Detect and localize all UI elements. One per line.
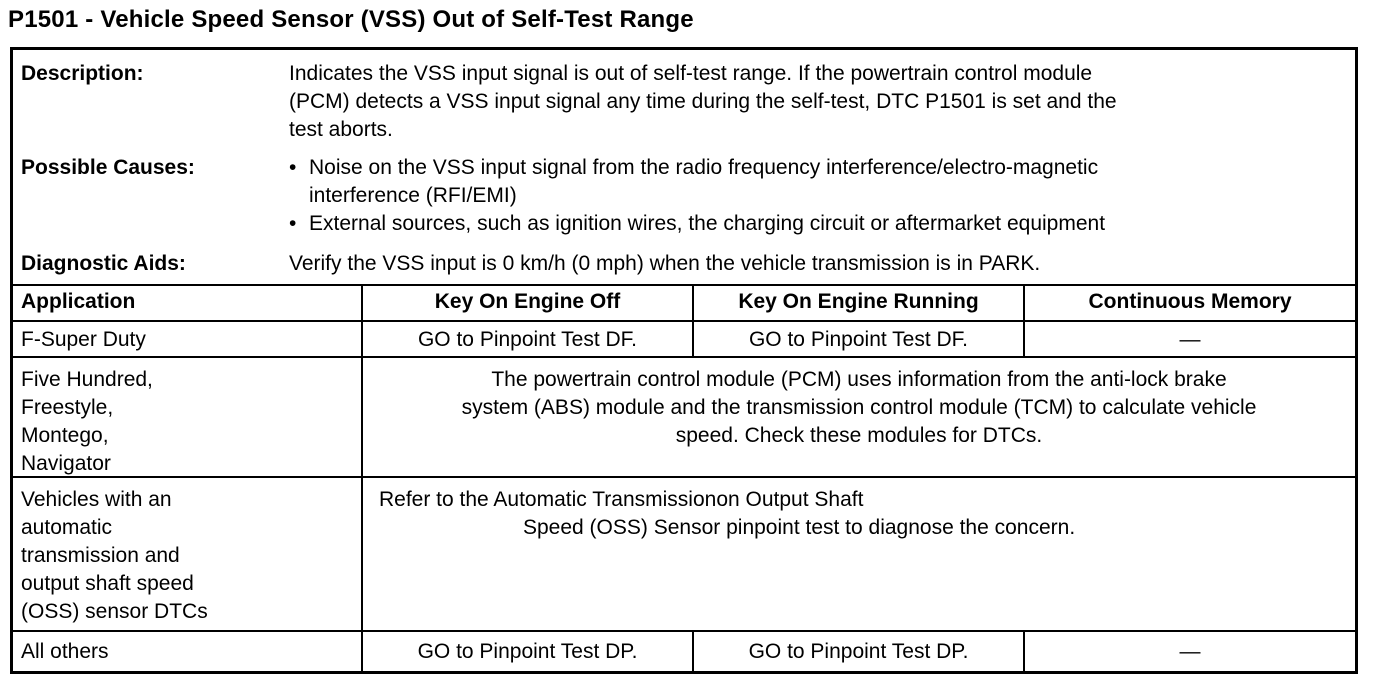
application-cell: Five Hundred,: [21, 368, 153, 391]
application-cell: All others: [21, 640, 109, 663]
application-cell: Vehicles with an: [21, 488, 172, 511]
possible-causes-label: Possible Causes:: [21, 156, 195, 179]
application-cell: automatic: [21, 516, 113, 539]
cause-line: interference (RFI/EMI): [309, 184, 517, 207]
page-title: P1501 - Vehicle Speed Sensor (VSS) Out of Self-Test Range: [8, 6, 694, 33]
header-koeo: Key On Engine Off: [434, 290, 621, 313]
application-cell: Navigator: [21, 452, 111, 475]
divider: [13, 476, 1355, 478]
description-line: Indicates the VSS input signal is out of self-test range. If the powertrain control module: [289, 62, 1093, 85]
divider: [13, 284, 1355, 286]
merged-cell-line: Speed (OSS) Sensor pinpoint test to diagnose the concern.: [523, 516, 1076, 539]
merged-cell-line: speed. Check these modules for DTCs.: [675, 424, 1043, 447]
description-line: (PCM) detects a VSS input signal any time during the self-test, DTC P1501 is set and the: [289, 90, 1117, 113]
cause-line: Noise on the VSS input signal from the radio frequency interference/electro-magnetic: [309, 156, 1099, 179]
application-cell: transmission and: [21, 544, 180, 567]
header-continuous-memory: Continuous Memory: [1088, 290, 1292, 313]
header-application: Application: [21, 290, 136, 313]
merged-cell-line: system (ABS) module and the transmission control module (TCM) to calculate vehicle: [461, 396, 1257, 419]
description-line: test aborts.: [289, 118, 393, 141]
dtc-table: [10, 47, 1358, 674]
header-koer: Key On Engine Running: [738, 290, 979, 313]
diagnostic-aids-label: Diagnostic Aids:: [21, 252, 186, 275]
koer-cell: GO to Pinpoint Test DF.: [748, 328, 969, 351]
application-cell: Freestyle,: [21, 396, 114, 419]
divider: [13, 356, 1355, 358]
application-cell: output shaft speed: [21, 572, 194, 595]
bullet-icon: •: [289, 156, 297, 179]
koeo-cell: GO to Pinpoint Test DF.: [417, 328, 638, 351]
application-cell: Montego,: [21, 424, 109, 447]
merged-cell-line: The powertrain control module (PCM) uses information from the anti-lock brake: [491, 368, 1227, 391]
merged-cell-line: Refer to the Automatic Transmissionon Output Shaft: [379, 488, 864, 511]
continuous-memory-cell: —: [1179, 328, 1201, 351]
diagnostic-aids-text: Verify the VSS input is 0 km/h (0 mph) when the vehicle transmission is in PARK.: [289, 252, 1041, 275]
koer-cell: GO to Pinpoint Test DP.: [748, 640, 969, 663]
divider: [13, 320, 1355, 322]
bullet-icon: •: [289, 212, 297, 235]
cause-line: External sources, such as ignition wires, the charging circuit or aftermarket equipment: [309, 212, 1106, 235]
description-label: Description:: [21, 62, 144, 85]
application-cell: (OSS) sensor DTCs: [21, 600, 208, 623]
continuous-memory-cell: —: [1179, 640, 1201, 663]
koeo-cell: GO to Pinpoint Test DP.: [417, 640, 638, 663]
application-cell: F-Super Duty: [21, 328, 146, 351]
divider: [13, 630, 1355, 632]
